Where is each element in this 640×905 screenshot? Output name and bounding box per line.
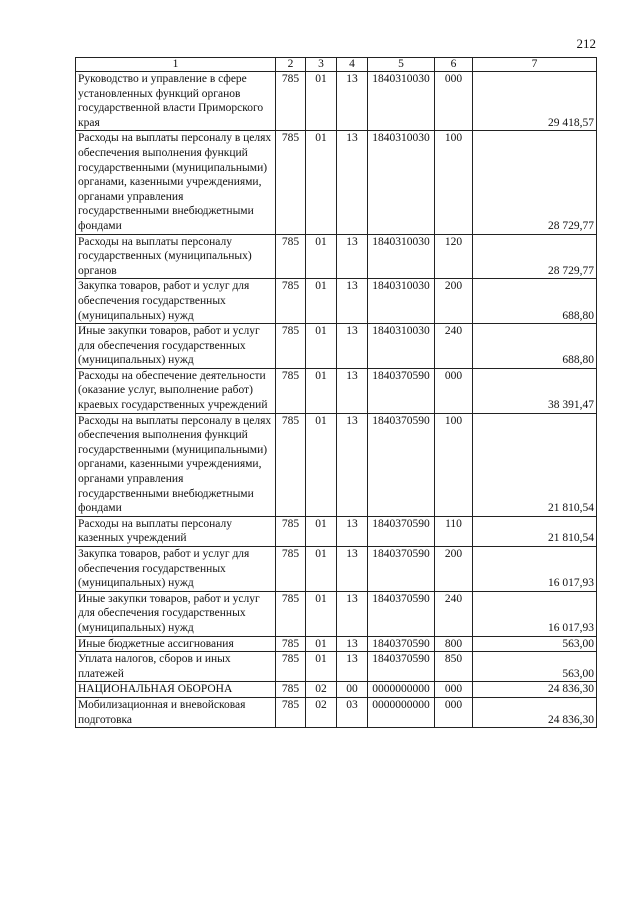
admin-code-cell: 785	[276, 682, 306, 698]
table-row	[76, 682, 597, 698]
admin-code-cell: 785	[276, 131, 306, 234]
expense-name-cell: Расходы на выплаты персоналу государственных (муниципальных) органов	[76, 234, 276, 279]
section-code-cell: 01	[306, 516, 337, 546]
target-article-cell: 1840370590	[368, 652, 435, 682]
target-article-cell: 1840310030	[368, 234, 435, 279]
subsection-code-cell: 13	[337, 279, 368, 324]
subsection-code-cell: 00	[337, 682, 368, 698]
admin-code-cell: 785	[276, 652, 306, 682]
target-article-cell: 0000000000	[368, 697, 435, 727]
section-code-cell: 01	[306, 368, 337, 413]
admin-code-cell: 785	[276, 547, 306, 592]
admin-code-cell: 785	[276, 324, 306, 369]
amount-cell: 688,80	[473, 279, 597, 324]
subsection-code-cell: 13	[337, 547, 368, 592]
admin-code-cell: 785	[276, 72, 306, 131]
expense-type-cell: 240	[435, 591, 473, 636]
expense-type-cell: 100	[435, 413, 473, 516]
expense-type-cell: 240	[435, 324, 473, 369]
target-article-cell: 1840310030	[368, 324, 435, 369]
column-header: 6	[435, 58, 473, 72]
expense-type-cell: 800	[435, 636, 473, 652]
target-article-cell: 1840370590	[368, 547, 435, 592]
expense-name-cell: Иные закупки товаров, работ и услуг для обеспечения государственных (муниципальных) нужд	[76, 324, 276, 369]
section-code-cell: 01	[306, 413, 337, 516]
section-code-cell: 01	[306, 131, 337, 234]
amount-cell: 24 836,30	[473, 682, 597, 698]
target-article-cell: 1840310030	[368, 131, 435, 234]
section-code-cell: 01	[306, 234, 337, 279]
amount-cell: 28 729,77	[473, 131, 597, 234]
admin-code-cell: 785	[276, 591, 306, 636]
amount-cell: 688,80	[473, 324, 597, 369]
expense-name-cell: Закупка товаров, работ и услуг для обеспечения государственных (муниципальных) нужд	[76, 279, 276, 324]
table-row	[76, 413, 597, 516]
target-article-cell: 1840370590	[368, 516, 435, 546]
column-header: 3	[306, 58, 337, 72]
expense-name-cell: Расходы на выплаты персоналу в целях обеспечения выполнения функций государственными (муниципальными) органами, казенными учреждениями, органами управления государственными внебюджетными фондами	[76, 131, 276, 234]
section-code-cell: 01	[306, 279, 337, 324]
admin-code-cell: 785	[276, 697, 306, 727]
section-code-cell: 01	[306, 324, 337, 369]
expense-type-cell: 100	[435, 131, 473, 234]
page-number: 212	[576, 36, 596, 51]
expense-type-cell: 200	[435, 279, 473, 324]
expense-name-cell: Расходы на выплаты персоналу в целях обеспечения выполнения функций государственными (муниципальными) органами, казенными учреждениями, органами управления государственными внебюджетными фондами	[76, 413, 276, 516]
section-code-cell: 01	[306, 591, 337, 636]
section-code-cell: 01	[306, 72, 337, 131]
target-article-cell: 0000000000	[368, 682, 435, 698]
section-code-cell: 01	[306, 547, 337, 592]
expense-type-cell: 000	[435, 368, 473, 413]
amount-cell: 21 810,54	[473, 516, 597, 546]
expense-name-cell: Уплата налогов, сборов и иных платежей	[76, 652, 276, 682]
amount-cell: 38 391,47	[473, 368, 597, 413]
expense-type-cell: 200	[435, 547, 473, 592]
budget-table	[75, 57, 597, 728]
amount-cell: 563,00	[473, 636, 597, 652]
header-row	[76, 58, 597, 72]
table-row	[76, 547, 597, 592]
subsection-code-cell: 03	[337, 697, 368, 727]
admin-code-cell: 785	[276, 279, 306, 324]
amount-cell: 21 810,54	[473, 413, 597, 516]
table-row	[76, 72, 597, 131]
target-article-cell: 1840370590	[368, 636, 435, 652]
target-article-cell: 1840310030	[368, 72, 435, 131]
table-row	[76, 324, 597, 369]
admin-code-cell: 785	[276, 368, 306, 413]
subsection-code-cell: 13	[337, 516, 368, 546]
expense-type-cell: 000	[435, 72, 473, 131]
subsection-code-cell: 13	[337, 131, 368, 234]
amount-cell: 28 729,77	[473, 234, 597, 279]
expense-name-cell: Руководство и управление в сфере установленных функций органов государственной власти Приморского края	[76, 72, 276, 131]
subsection-code-cell: 13	[337, 324, 368, 369]
amount-cell: 16 017,93	[473, 591, 597, 636]
expense-type-cell: 000	[435, 682, 473, 698]
table-row	[76, 636, 597, 652]
subsection-code-cell: 13	[337, 234, 368, 279]
amount-cell: 563,00	[473, 652, 597, 682]
section-code-cell: 01	[306, 636, 337, 652]
subsection-code-cell: 13	[337, 72, 368, 131]
expense-type-cell: 000	[435, 697, 473, 727]
amount-cell: 29 418,57	[473, 72, 597, 131]
expense-name-cell: НАЦИОНАЛЬНАЯ ОБОРОНА	[76, 682, 276, 698]
column-header: 1	[76, 58, 276, 72]
table-row	[76, 368, 597, 413]
expense-name-cell: Расходы на обеспечение деятельности (оказание услуг, выполнение работ) краевых государственных учреждений	[76, 368, 276, 413]
subsection-code-cell: 13	[337, 368, 368, 413]
table-row	[76, 131, 597, 234]
subsection-code-cell: 13	[337, 652, 368, 682]
admin-code-cell: 785	[276, 234, 306, 279]
target-article-cell: 1840310030	[368, 279, 435, 324]
column-header: 5	[368, 58, 435, 72]
expense-name-cell: Мобилизационная и вневойсковая подготовка	[76, 697, 276, 727]
expense-name-cell: Иные закупки товаров, работ и услуг для обеспечения государственных (муниципальных) нужд	[76, 591, 276, 636]
target-article-cell: 1840370590	[368, 413, 435, 516]
admin-code-cell: 785	[276, 636, 306, 652]
column-header: 4	[337, 58, 368, 72]
subsection-code-cell: 13	[337, 591, 368, 636]
section-code-cell: 02	[306, 682, 337, 698]
section-code-cell: 02	[306, 697, 337, 727]
table-row	[76, 516, 597, 546]
admin-code-cell: 785	[276, 516, 306, 546]
table-row	[76, 697, 597, 727]
table-row	[76, 234, 597, 279]
target-article-cell: 1840370590	[368, 368, 435, 413]
table-row	[76, 591, 597, 636]
subsection-code-cell: 13	[337, 413, 368, 516]
expense-name-cell: Расходы на выплаты персоналу казенных учреждений	[76, 516, 276, 546]
expense-type-cell: 850	[435, 652, 473, 682]
table-row	[76, 652, 597, 682]
table-row	[76, 279, 597, 324]
amount-cell: 16 017,93	[473, 547, 597, 592]
subsection-code-cell: 13	[337, 636, 368, 652]
admin-code-cell: 785	[276, 413, 306, 516]
section-code-cell: 01	[306, 652, 337, 682]
expense-name-cell: Иные бюджетные ассигнования	[76, 636, 276, 652]
target-article-cell: 1840370590	[368, 591, 435, 636]
expense-type-cell: 120	[435, 234, 473, 279]
column-header: 7	[473, 58, 597, 72]
amount-cell: 24 836,30	[473, 697, 597, 727]
expense-name-cell: Закупка товаров, работ и услуг для обеспечения государственных (муниципальных) нужд	[76, 547, 276, 592]
column-header: 2	[276, 58, 306, 72]
expense-type-cell: 110	[435, 516, 473, 546]
